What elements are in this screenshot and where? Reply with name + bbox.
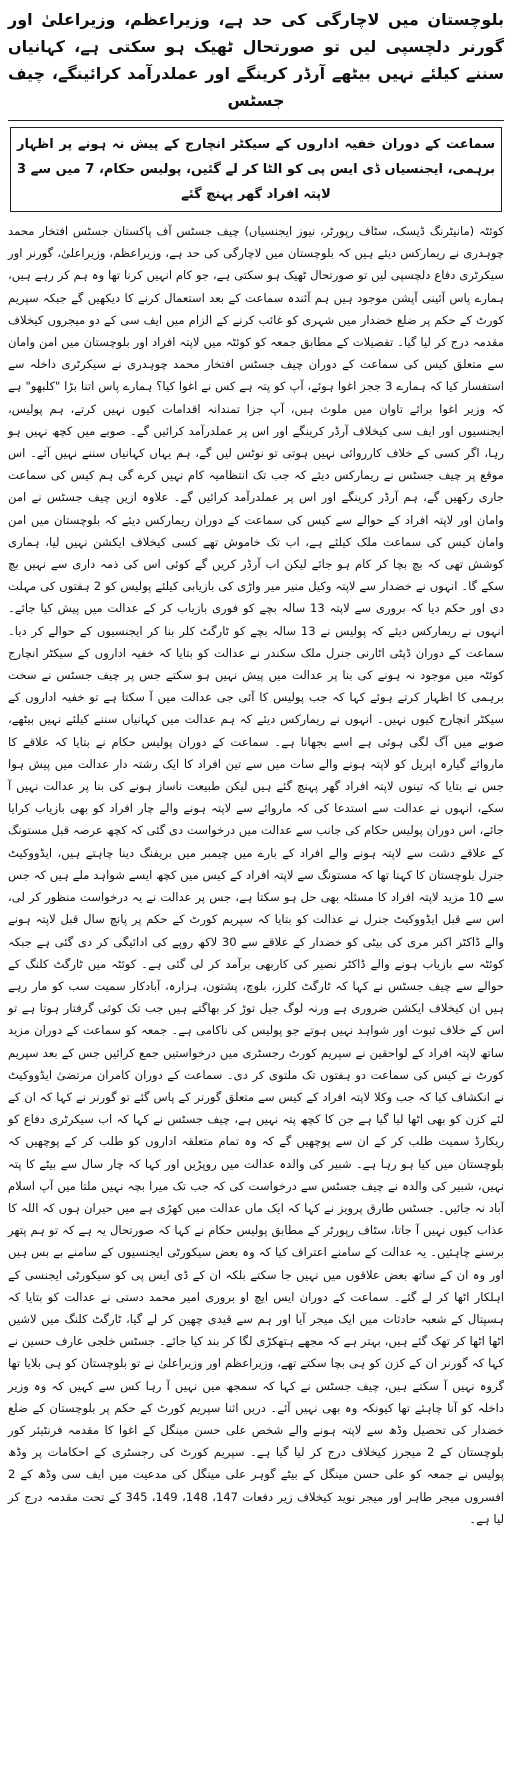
article-subheadline: سماعت کے دوران خفیہ اداروں کے سیکٹر انچارج کے پیش نہ ہونے پر اظہار برہمی، ایجنسیاں ڈی ایس پی کو الٹا کر لے گئیں، پولیس حکام، 7 میں سے 3 لاپتہ افراد گھر پہنچ گئے [17, 137, 495, 202]
article-headline: بلوچستان میں لاچارگی کی حد ہے، وزیراعظم، وزیراعلیٰ اور گورنر دلچسپی لیں تو صورتحال ٹھیک ہو سکتی ہے، کہانیاں سننے کیلئے نہیں بیٹھے آرڈر کرینگے اور عملدرآمد کرائینگے، چیف جسٹس [8, 10, 504, 110]
headline-divider [8, 120, 504, 121]
article-body: کوئٹہ (مانیٹرنگ ڈیسک، سٹاف رپورٹر، نیوز ایجنسیاں) چیف جسٹس آف پاکستان جسٹس افتخار محمد چوہدری نے ریمارکس دیئے ہیں کہ بلوچستان میں لاچارگی کی حد ہے، وزیراعظم، وزیراعلیٰ، گورنر اور سیکرٹری دفاع دلچسپی لیں تو صورتحال ٹھیک ہو سکتی ہے، جو کام انہیں کرنا تھا وہ ہم کر رہے ہیں، ہمارے پاس آئینی آپشن موجود ہیں ہم آئندہ سماعت کے بعد استعمال کرنے کا دیکھیں گے جبکہ سپریم کورٹ کے حکم پر ضلع خضدار میں شہری کو غائب کرنے کے الزام میں ایف سی کے دو میجروں کیخلاف مقدمہ درج کر لیا گیا۔ تفصیلات کے مطابق جمعہ کو کوئٹہ میں لاپتہ افراد اور بلوچستان میں امن وامان سے متعلق کیس کی سماعت کے دوران چیف جسٹس افتخار محمد چوہدری نے سیکرٹری داخلہ سے استفسار کیا کہ ہمارے 3 ججز اغوا ہوئے، آپ کو پتہ ہے کس نے اغوا کیا؟ ہمارے پاس اتنا بڑا "کلبھو" ہے کہ وزیر اغوا برائے تاوان میں ملوث ہیں، آپ جزا تمندانہ اقدامات کیوں نہیں کرتے، ہم پولیس، ایجنسیوں اور ایف سی کیخلاف آرڈر کرینگے اور اس پر عملدرآمد کرائیں گے۔ صوبے میں کچھ نہیں ہو رہا، اگر کسی کے خلاف کارروائی نہیں ہوتی تو نوٹس لیں گے، ہم یہاں کہانیاں سننے نہیں آئے۔ اس موقع پر چیف جسٹس نے ریمارکس دیئے کہ جب تک انتظامیہ کام نہیں کرے گی ہم کیس کی سماعت جاری رکھیں گے، ہم آرڈر کرینگے اور اس پر عملدرآمد کرائیں گے۔ علاوہ ازیں چیف جسٹس نے امن وامان اور لاپتہ افراد کے حوالے سے کیس کی سماعت کے دوران ریمارکس دیئے کہ بلوچستان میں امن وامان کیس کی سماعت ملک کیلئے ہے، اب تک خاموش تھے کسی کیخلاف ایکشن نہیں لیا، ہماری کوشش تھی کہ بچ بچا کر کام ہو جائے لیکن اب آرڈر کریں گے کوئی اس کی ذمہ داری سے نہیں بچ سکے گا۔ انہوں نے خضدار سے لاپتہ وکیل منیر میر واڑی کی بازیابی کیلئے پولیس کو 2 ہفتوں کی مہلت دی اور حکم دیا کہ بروری سے لاپتہ 13 سالہ بچے کو فوری بازیاب کر کے عدالت میں پیش کیا جائے۔ انہوں نے ریمارکس دیئے کہ پولیس نے 13 سالہ بچے کو ٹارگٹ کلر بنا کر ایجنسیوں کے حوالے کر دیا۔ سماعت کے دوران ڈپٹی اٹارنی جنرل ملک سکندر نے عدالت کو بتایا کہ خفیہ اداروں کے سیکٹر انچارج کوئٹہ میں موجود نہ ہونے کی بنا پر عدالت میں پیش نہیں ہو سکتے جس پر چیف جسٹس نے سخت برہمی کا اظہار کرتے ہوئے کہا کہ جب پولیس کا آئی جی عدالت میں آ سکتا ہے تو خفیہ اداروں کے سیکٹر انچارج کیوں نہیں۔ انہوں نے ریمارکس دیئے کہ ہم عدالت میں کہانیاں سننے کیلئے نہیں بیٹھے، صوبے میں آگ لگی ہوئی ہے اسے بجھانا ہے۔ سماعت کے دوران پولیس حکام نے بتایا کہ علاقے کا ماروائے گیارہ اپریل کو لاپتہ ہونے والے سات میں سے تین افراد کا ایک رشتہ دار عدالت میں پیش ہوا جس نے بتایا کہ تینوں لاپتہ افراد گھر پہنچ گئے ہیں لیکن طبیعت ناساز ہونے کی بنا پر عدالت نہیں آ سکے، انہوں نے عدالت سے استدعا کی کہ ماروائے سے لاپتہ ہونے والے چار افراد کو بھی بازیاب کرایا جائے، اس دوران پولیس حکام کی جانب سے عدالت میں درخواست دی گئی کہ کچھ عرصہ قبل مستونگ کے علاقے دشت سے لاپتہ ہونے والے افراد کے بارے میں چیمبر میں بریفنگ دینا چاہتے ہیں، ایڈووکیٹ جنرل بلوچستان کا کہنا تھا کہ مستونگ سے لاپتہ افراد کے کیس میں کچھ ایسے شواہد ملے ہیں کہ جس سے 10 مزید لاپتہ افراد کا مسئلہ بھی حل ہو سکتا ہے، جس پر عدالت نے یہ درخواست منظور کر لی، اس سے قبل ایڈووکیٹ جنرل نے عدالت کو بتایا کہ سپریم کورٹ کے حکم پر پانچ سال قبل لاپتہ ہونے والے ڈاکٹر اکبر مری کی بیٹی کو خضدار کے علاقے سے 30 لاکھ روپے کی ادائیگی کر دی گئی ہے جبکہ کوئٹہ سے بازیاب ہونے والے ڈاکٹر نصیر کی کاربھی برآمد کر لی گئی ہے۔ کوئٹہ میں ٹارگٹ کلنگ کے حوالے سے چیف جسٹس نے کہا کہ ٹارگٹ کلرز، بلوچ، پشتون، ہزارہ، آبادکار سمیت سب کو مار رہے ہیں ان کیخلاف ایکشن ضروری ہے ورنہ لوگ جیل توڑ کر بھاگتے ہیں جب تک کوئی گرفتار ہوتا ہے تو اس کے خلاف ثبوت اور شواہد نہیں ہوتے جو پولیس کی ناکامی ہے۔ جمعہ کو سماعت کے دوران مزید ساتھ لاپتہ افراد کے لواحقین نے سپریم کورٹ رجسٹری میں درخواستیں جمع کرائیں جس کے بعد سپریم کورٹ نے کیس کی سماعت دو ہفتوں تک ملتوی کر دی۔ سماعت کے دوران کامران مرتضیٰ ایڈووکیٹ نے انکشاف کیا کہ جب وکلا لاپتہ افراد کے کیس سے متعلق گورنر کے پاس گئے تو گورنر نے کہا کہ ان کے لئے کزن کو بھی اٹھا لیا گیا ہے جن کا کچھ پتہ نہیں ہے، چیف جسٹس نے کہا کہ اب سیکرٹری دفاع کو ریکارڈ سمیت طلب کر کے ان سے پوچھیں گے کہ وہ تمام متعلقہ اداروں کو طلب کر کے پوچھیں کہ بلوچستان میں کیا ہو رہا ہے۔ شبیر کی والدہ عدالت میں روپڑیں اور کہا کہ چار سال سے بیٹے کا پتہ نہیں، شبیر کی والدہ نے چیف جسٹس سے درخواست کی کہ جب تک میرا بچہ نہیں ملتا میں آپ اسلام آباد نہ جائیں۔ جسٹس طارق پرویز نے کہا کہ ایک ماں عدالت میں کھڑی ہے میں حیران ہوں کہ اللہ کا عذاب کیوں نہیں آ جاتا، سٹاف رپورٹر کے مطابق پولیس حکام نے کہا کہ صورتحال یہ ہے کہ تو ہم پتھر برسنے چاہئیں۔ یہ عدالت کے سامنے اعتراف کیا کہ وہ بعض سیکورٹی ایجنسیوں کے سامنے بے بس ہیں اور وہ ان کے ساتھ بعض علاقوں میں نہیں جا سکتے بلکہ ان کے ڈی ایس پی کو سیکورٹی ایجنسی کے اہلکار اٹھا کر لے گئے۔ سماعت کے دوران ایس ایچ او بروری امیر محمد دستی نے عدالت کو بتایا کہ ہسپتال کے شعبہ حادثات میں ایک میجر آیا اور ہم سے قیدی چھین کر لے گیا، ٹارگٹ کلنگ میں لاشیں اٹھا اٹھا کر تھک گئے ہیں، بہتر ہے کہ مجھے ہتھکڑی لگا کر بند کیا جائے۔ جسٹس خلجی عارف حسین نے کہا کہ گورنر ان کے کزن کو ہی بچا سکتے تھے، وزیراعظم اور وزیراعلیٰ نے تو بلوچستان کو ہی بلایا تھا گروہ نہیں آ سکتے ہیں، چیف جسٹس نے کہا کہ سمجھ میں نہیں آ رہا کس سے کہیں کہ وہ وزیر داخلہ کو آنا چاہئے تھا کیونکہ وہ بھی نہیں آئے۔ دریں اثنا سپریم کورٹ کے حکم پر بلوچستان کے ضلع خضدار کی تحصیل وڈھ سے لاپتہ ہونے والے شخص علی حسن مینگل کے اغوا کا مقدمہ فرنٹیئر کور بلوچستان کے 2 میجرز کیخلاف درج کر لیا گیا ہے۔ سپریم کورٹ کی رجسٹری کے احکامات پر وڈھ پولیس نے جمعہ کو علی حسن مینگل کے بیٹے گوہر علی مینگل کی مدعیت میں ایف سی وڈھ کے 2 افسروں میجر طاہر اور میجر نوید کیخلاف زیر دفعات 147، 148، 149، 345 کے تحت مقدمہ درج کر لیا ہے۔ [8, 224, 504, 1526]
subheadline-box [10, 127, 502, 212]
